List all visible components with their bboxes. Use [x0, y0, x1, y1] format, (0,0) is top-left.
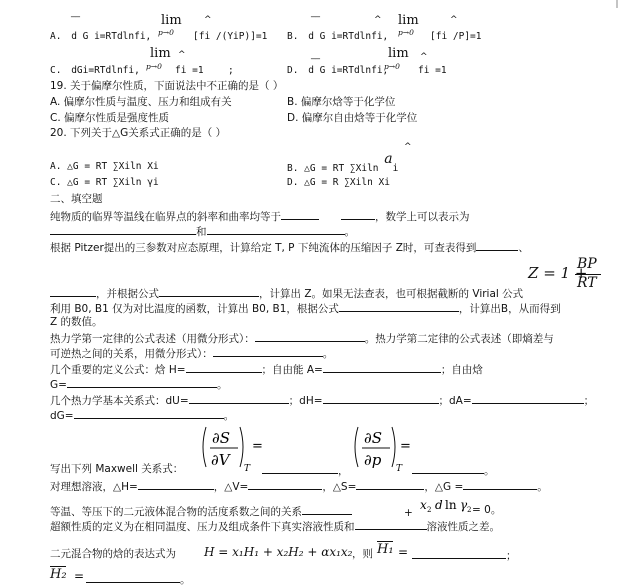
lim-symbol: lim — [388, 46, 409, 61]
fill-line-7: 热力学第一定律的公式表述（用微分形式）： 。热力学第二定律的公式表述（即熵差与 — [50, 330, 554, 346]
fill-line-11: 几个热力学基本关系式：dU= ；dH= ；dA= ； — [50, 392, 594, 408]
lim-subscript: p→0 — [146, 62, 162, 71]
question-20-option-a: A. △G = RT ∑Xiln Xi — [50, 161, 159, 172]
virial-z-eq: Z = 1 + — [528, 264, 588, 282]
section-title: 二、填空题 — [50, 193, 103, 205]
blank-field[interactable] — [281, 208, 319, 220]
blank-field[interactable] — [323, 361, 441, 373]
blank-field[interactable] — [262, 462, 338, 474]
fill-line-10: G= 。 — [50, 376, 227, 392]
fill-line-3: 根据 Pitzer提出的三参数对应态原理，计算给定 T, P 下纯流体的压缩因子 Z时，可查表得到 、 — [50, 239, 529, 255]
gibbs-duhem-term — [418, 494, 518, 516]
corner-mark-left — [14, 0, 22, 8]
corner-mark-right — [616, 0, 624, 8]
fill-line-9: 几个重要的定义公式：焓 H= ；自由能 A= ；自由焓 — [50, 361, 483, 377]
svg-text:∂V: ∂V — [211, 451, 230, 469]
blank-field[interactable] — [248, 478, 322, 490]
option-18a: A. d G i=RTdlnfi, — [50, 31, 152, 42]
blank-field[interactable] — [50, 285, 96, 297]
maxwell-eq-2: = — [400, 439, 411, 454]
partial-h2-eq: = — [74, 569, 85, 583]
fill-line-12: dG= 。 — [50, 407, 234, 423]
blank-field[interactable] — [412, 462, 484, 474]
question-20-option-b: B. △G = RT ∑Xiln ai — [287, 151, 399, 174]
question-19-option-b: B. 偏摩尔焓等于化学位 — [287, 96, 396, 108]
question-19-option-d: D. 偏摩尔自由焓等于化学位 — [287, 112, 418, 124]
blank-field[interactable] — [463, 478, 537, 490]
blank-field[interactable] — [302, 503, 352, 515]
partial-h2: H₂ — [50, 567, 67, 582]
option-18c-tail: fi =1 — [175, 65, 204, 76]
hat-mark: ^ — [420, 52, 428, 62]
blank-field[interactable] — [138, 478, 214, 490]
partial-h1-answer: ； — [412, 547, 517, 563]
option-18c-semicolon: ; — [228, 65, 234, 76]
question-20-option-c: C. △G = RT ∑Xiln γi — [50, 177, 159, 188]
partial-h1-eq: = — [398, 545, 409, 559]
fill-line-2: 和 。 — [50, 223, 355, 239]
blank-field[interactable] — [207, 223, 345, 235]
fill-line-6: Z 的数值。 — [50, 316, 103, 328]
blank-field[interactable] — [472, 392, 584, 404]
blank-field[interactable] — [355, 518, 427, 530]
blank-field[interactable] — [74, 407, 224, 419]
lim-symbol: lim — [161, 13, 182, 28]
ideal-solution-line: 对理想溶液，△H= ，△V= ，△S= ，△G = 。 — [50, 478, 548, 494]
mixture-enthalpy-equation: H = x₁H₁ + x₂H₂ + αx₁x₂ — [204, 545, 353, 559]
hat-mark: ^ — [450, 15, 458, 25]
svg-text:T: T — [244, 464, 251, 474]
svg-text:γ: γ — [460, 498, 468, 512]
option-18a-tail: [fi /(YiP)]=1 — [193, 31, 268, 42]
partial-h2-answer: 。 — [86, 571, 191, 587]
hat-mark: ^ — [204, 15, 212, 25]
virial-denominator: RT — [577, 275, 597, 291]
svg-text:∂p: ∂p — [364, 451, 382, 469]
svg-text:∂S: ∂S — [212, 429, 231, 447]
mixture-then: ，则 — [352, 548, 373, 560]
excess-property-line: 超额性质的定义为在相同温度、压力及组成条件下真实溶液性质和 溶液性质之差。 — [50, 518, 500, 534]
mixture-enthalpy-line: 二元混合物的焓的表达式为 — [50, 548, 176, 560]
blank-field[interactable] — [341, 208, 375, 220]
lim-subscript: p→0 — [398, 28, 414, 37]
option-18d-tail: fi =1 — [418, 65, 447, 76]
svg-text:x: x — [420, 498, 427, 512]
lim-symbol: lim — [150, 46, 171, 61]
gibbs-duhem-line: 等温、等压下的二元液体混合物的活度系数之间的关系 — [50, 503, 352, 519]
partial-h1: H₁ — [377, 542, 394, 557]
maxwell-answer-2: 。 — [412, 462, 495, 478]
fill-line-8: 可逆热之间的关系，用微分形式）： 。 — [50, 345, 333, 361]
blank-field[interactable] — [186, 361, 262, 373]
blank-field[interactable] — [189, 392, 289, 404]
svg-text:2: 2 — [427, 506, 432, 514]
svg-text:∂S: ∂S — [364, 429, 383, 447]
svg-text:d: d — [435, 498, 443, 512]
svg-text:T: T — [396, 464, 403, 474]
question-20-stem: 20. 下列关于△G关系式正确的是（ ） — [50, 127, 227, 139]
fill-line-1: 纯物质的临界等温线在临界点的斜率和曲率均等于 ，数学上可以表示为 — [50, 208, 470, 224]
blank-field[interactable] — [50, 223, 196, 235]
blank-field[interactable] — [213, 345, 323, 357]
gibbs-duhem-zero: = 0。 — [472, 504, 502, 516]
blank-field[interactable] — [255, 330, 365, 342]
lim-subscript: p→0 — [384, 62, 400, 71]
blank-field[interactable] — [86, 571, 180, 583]
question-19-stem: 19. 关于偏摩尔性质，下面说法中不正确的是（ ） — [50, 80, 284, 92]
option-18c: C. dGi=RTdlnfi, — [50, 65, 140, 76]
question-19-option-a: A. 偏摩尔性质与温度、压力和组成有关 — [50, 96, 232, 108]
bar-mark: __ — [311, 50, 320, 60]
fill-line-5: 利用 B0, B1 仅为对比温度的函数，计算出 B0, B1，根据公式 ，计算出B，从而得到 — [50, 300, 561, 316]
fill-line-4: ，并根据公式 ，计算出 Z。如果无法查表，也可根据截断的 Virial 公式 — [50, 285, 523, 301]
hat-mark: ^ — [178, 50, 186, 60]
svg-text:2: 2 — [467, 506, 472, 514]
question-19-option-c: C. 偏摩尔性质是强度性质 — [50, 112, 170, 124]
svg-text:ln: ln — [445, 498, 457, 512]
lim-subscript: p→0 — [158, 28, 174, 37]
virial-numerator: BP — [577, 256, 597, 272]
option-18b: B. d G i=RTdlnfi, — [287, 31, 389, 42]
hat-mark: ^ — [374, 15, 382, 25]
bar-mark: __ — [71, 8, 80, 18]
blank-field[interactable] — [476, 239, 518, 251]
blank-field[interactable] — [159, 285, 259, 297]
maxwell-line: 写出下列 Maxwell 关系式： — [50, 463, 184, 475]
gibbs-duhem-plus: + — [404, 507, 413, 519]
blank-field[interactable] — [356, 478, 424, 490]
hat-mark: ^ — [404, 142, 412, 152]
blank-field[interactable] — [412, 547, 506, 559]
lim-symbol: lim — [398, 13, 419, 28]
maxwell-eq-1: = — [252, 439, 263, 454]
bar-mark: __ — [311, 8, 320, 18]
option-18b-tail: [fi /P]=1 — [430, 31, 482, 42]
option-18d: D. d G i=RTdlnfi, — [287, 65, 389, 76]
blank-field[interactable] — [339, 300, 459, 312]
blank-field[interactable] — [67, 376, 217, 388]
maxwell-answer-1: ， — [262, 462, 349, 478]
question-20-option-d: D. △G = R ∑Xiln Xi — [287, 177, 390, 188]
blank-field[interactable] — [323, 392, 439, 404]
